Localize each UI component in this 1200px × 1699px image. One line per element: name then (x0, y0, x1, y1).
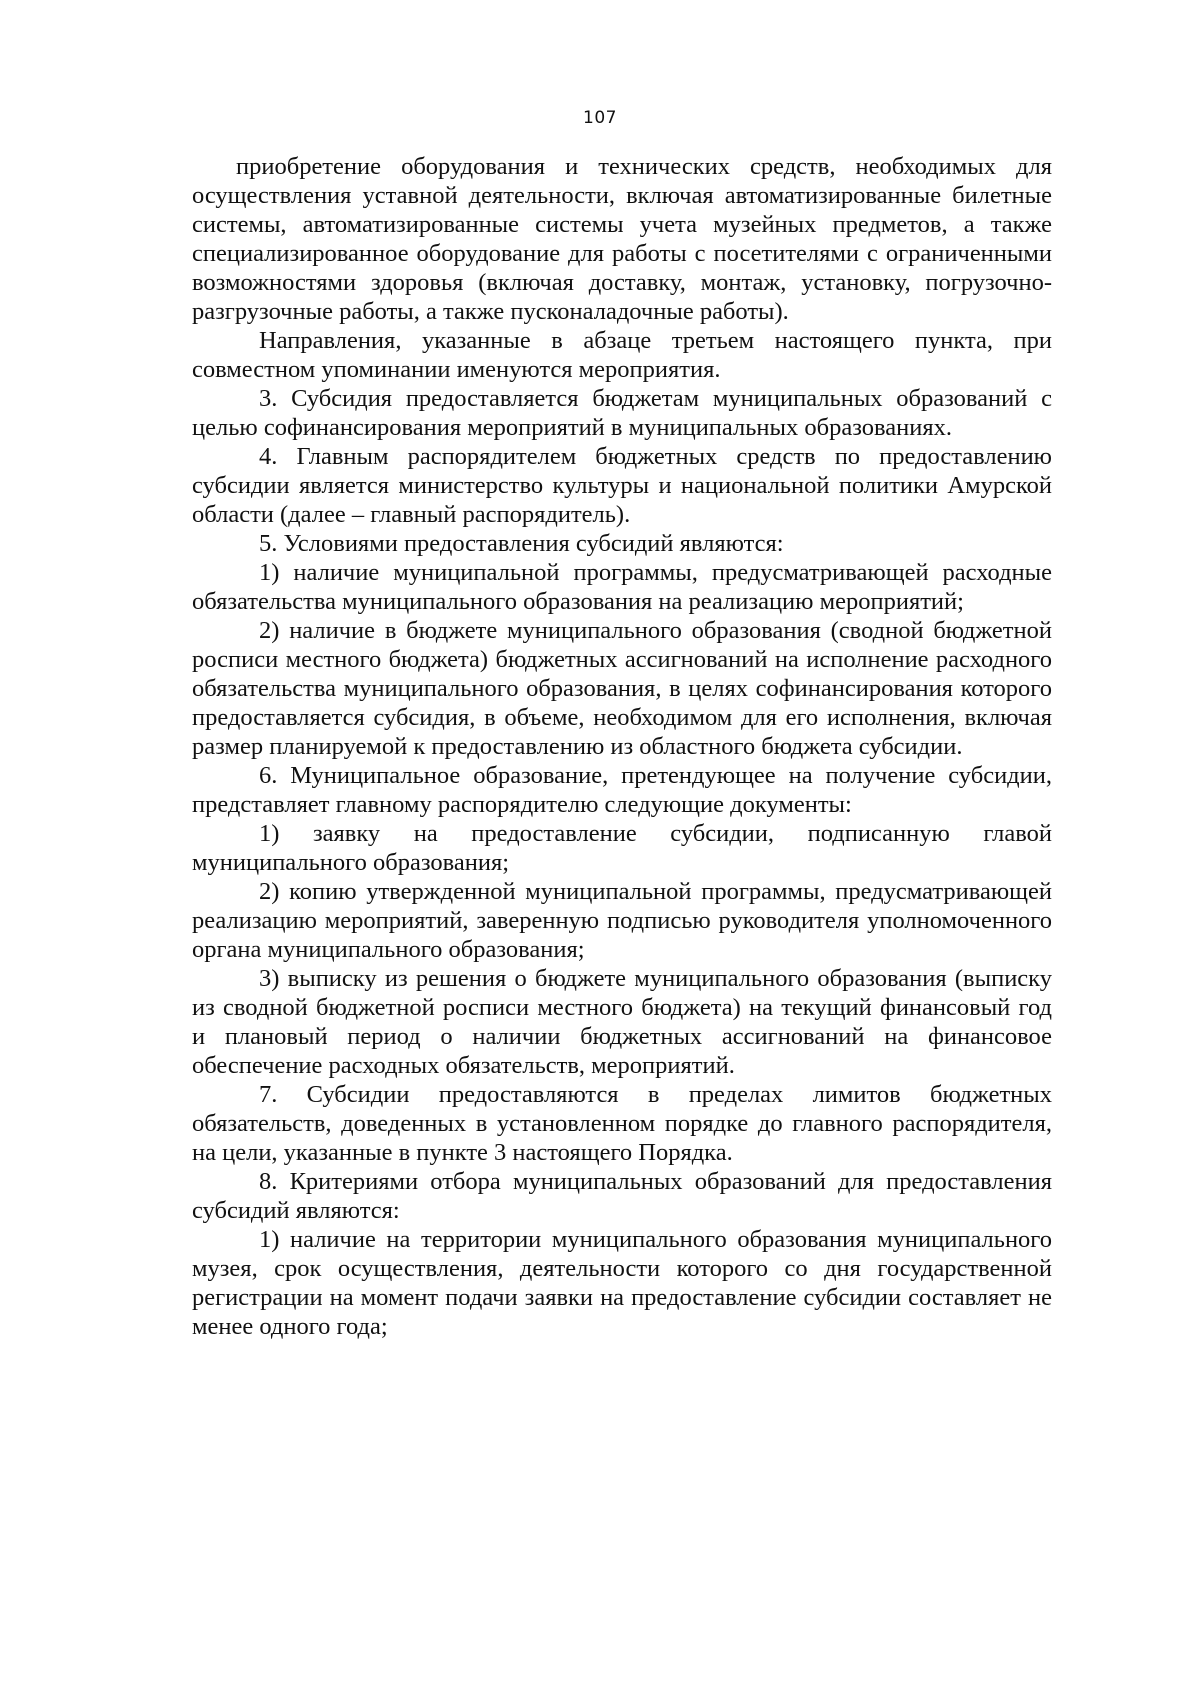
paragraph: 1) наличие на территории муниципального образования муниципального музея, срок осуществления, деятельности которого со дня государственной регистрации на момент подачи заявки на предоставление субсидии составляет не менее одного года; (192, 1226, 1052, 1340)
paragraph: 8. Критериями отбора муниципальных образований для предоставления субсидий являются: (192, 1168, 1052, 1224)
document-body (192, 152, 1052, 1341)
paragraph: 5. Условиями предоставления субсидий являются: (259, 530, 784, 557)
paragraph: 6. Муниципальное образование, претендующее на получение субсидии, представляет главному распорядителю следующие документы: (192, 762, 1052, 818)
paragraph: 1) заявку на предоставление субсидии, подписанную главой муниципального образования; (192, 820, 1052, 876)
paragraph: 2) копию утвержденной муниципальной программы, предусматривающей реализацию мероприятий, заверенную подписью руководителя уполномоченного органа муниципального образования; (192, 878, 1052, 963)
paragraph: 1) наличие муниципальной программы, предусматривающей расходные обязательства муниципального образования на реализацию мероприятий; (192, 559, 1052, 615)
paragraph: Направления, указанные в абзаце третьем настоящего пункта, при совместном упоминании именуются мероприятия. (192, 327, 1052, 383)
paragraph: приобретение оборудования и технических средств, необходимых для осуществления уставной деятельности, включая автоматизированные билетные системы, автоматизированные системы учета музейных предметов, а также специализированное оборудование для работы с посетителями с ограниченными возможностями здоровья (включая доставку, монтаж, установку, погрузочно-разгрузочные работы, а также пусконаладочные работы). (192, 153, 1052, 325)
paragraph: 2) наличие в бюджете муниципального образования (сводной бюджетной росписи местного бюджета) бюджетных ассигнований на исполнение расходного обязательства муниципального образования, в целях софинансирования которого предоставляется субсидия, в объеме, необходимом для его исполнения, включая размер планируемой к предоставлению из областного бюджета субсидии. (192, 617, 1052, 760)
paragraph: 3) выписку из решения о бюджете муниципального образования (выписку из сводной бюджетной росписи местного бюджета) на текущий финансовый год и плановый период о наличии бюджетных ассигнований на финансовое обеспечение расходных обязательств, мероприятий. (192, 965, 1052, 1079)
paragraph: 4. Главным распорядителем бюджетных средств по предоставлению субсидии является министерство культуры и национальной политики Амурской области (далее – главный распорядитель). (192, 443, 1052, 528)
page-number: 107 (583, 108, 617, 128)
paragraph: 7. Субсидии предоставляются в пределах лимитов бюджетных обязательств, доведенных в установленном порядке до главного распорядителя, на цели, указанные в пункте 3 настоящего Порядка. (192, 1081, 1052, 1166)
paragraph: 3. Субсидия предоставляется бюджетам муниципальных образований с целью софинансирования мероприятий в муниципальных образованиях. (192, 385, 1052, 441)
